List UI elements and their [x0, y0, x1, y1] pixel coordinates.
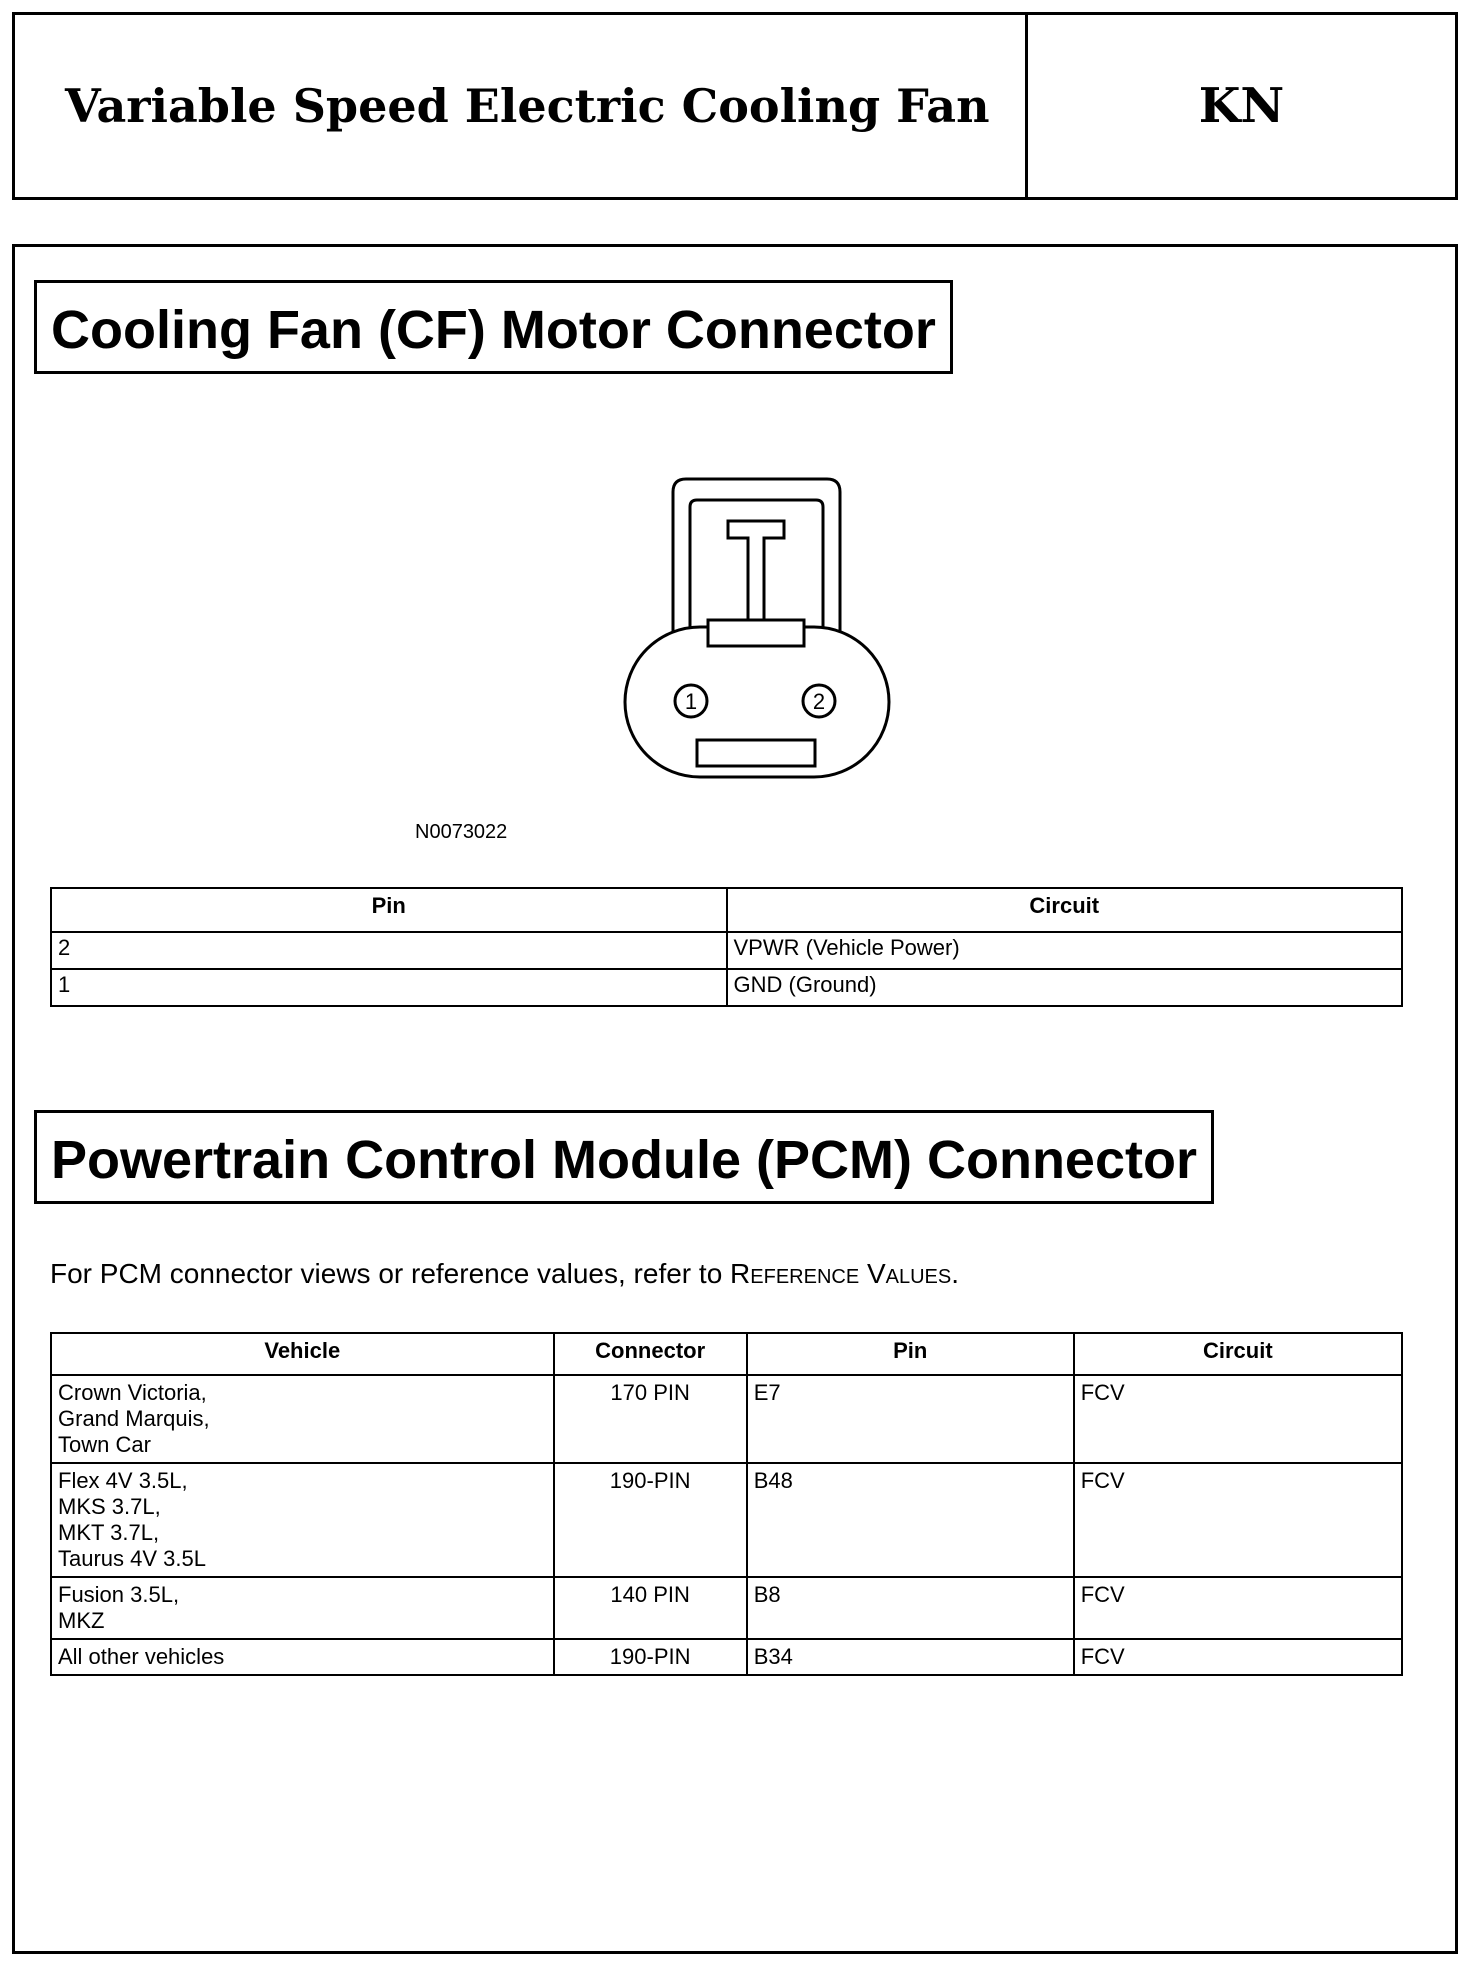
- pin-cell: B8: [747, 1577, 1074, 1639]
- main-content: [12, 244, 1458, 1954]
- table-header-row: [51, 1333, 1402, 1375]
- vehicle-header: Vehicle: [51, 1333, 554, 1375]
- vehicle-line: MKZ: [58, 1608, 105, 1633]
- pin-header: Pin: [51, 888, 727, 932]
- header-box: [12, 12, 1458, 200]
- table-row: [51, 969, 1402, 1006]
- connector-tab-top-overlay: [708, 620, 804, 646]
- vehicle-line: All other vehicles: [58, 1644, 225, 1669]
- circuit-cell: FCV: [1074, 1639, 1402, 1675]
- pin-2-label: 2: [812, 689, 826, 714]
- section-code: KN: [1198, 78, 1285, 134]
- pcm-note-suffix: .: [951, 1258, 959, 1289]
- circuit-cell: GND (Ground): [727, 969, 1403, 1006]
- vehicle-line: Crown Victoria,: [58, 1380, 207, 1405]
- circuit-header: Circuit: [727, 888, 1403, 932]
- pcm-section-title: Powertrain Control Module (PCM) Connector: [34, 1110, 1214, 1204]
- vehicle-cell: [51, 1577, 554, 1639]
- circuit-cell: FCV: [1074, 1577, 1402, 1639]
- connector-cell: 190-PIN: [554, 1463, 747, 1577]
- pin-cell: E7: [747, 1375, 1074, 1463]
- cf-connector-diagram: [595, 472, 915, 822]
- vehicle-line: MKT 3.7L,: [58, 1520, 160, 1545]
- pcm-note-text: For PCM connector views or reference values, refer to: [50, 1258, 731, 1289]
- connector-cell: 190-PIN: [554, 1639, 747, 1675]
- vehicle-line: Town Car: [58, 1432, 151, 1457]
- table-row: [51, 1375, 1402, 1463]
- vehicle-cell: [51, 1463, 554, 1577]
- circuit-cell: VPWR (Vehicle Power): [727, 932, 1403, 969]
- pin-cell: B48: [747, 1463, 1074, 1577]
- vehicle-cell: [51, 1639, 554, 1675]
- vehicle-line: Taurus 4V 3.5L: [58, 1546, 206, 1571]
- connector-cell: 170 PIN: [554, 1375, 747, 1463]
- pin-header: Pin: [747, 1333, 1074, 1375]
- connector-bottom-tab: [697, 740, 815, 766]
- pcm-pin-table: [50, 1332, 1403, 1676]
- vehicle-line: Flex 4V 3.5L,: [58, 1468, 188, 1493]
- table-row: [51, 932, 1402, 969]
- vehicle-line: MKS 3.7L,: [58, 1494, 161, 1519]
- pin-cell: B34: [747, 1639, 1074, 1675]
- page-title: Variable Speed Electric Cooling Fan: [65, 79, 990, 133]
- connector-cell: 140 PIN: [554, 1577, 747, 1639]
- table-row: [51, 1577, 1402, 1639]
- circuit-header: Circuit: [1074, 1333, 1402, 1375]
- pin-1-label: 1: [684, 689, 698, 714]
- reference-values-link[interactable]: Reference Values: [730, 1258, 952, 1289]
- pin-cell: 1: [51, 969, 727, 1006]
- vehicle-line: Grand Marquis,: [58, 1406, 210, 1431]
- connector-header: Connector: [554, 1333, 747, 1375]
- pcm-note: [50, 1258, 959, 1290]
- vehicle-cell: [51, 1375, 554, 1463]
- circuit-cell: FCV: [1074, 1463, 1402, 1577]
- figure-id: N0073022: [415, 821, 508, 843]
- cf-section-title: Cooling Fan (CF) Motor Connector: [34, 280, 953, 374]
- pin-cell: 2: [51, 932, 727, 969]
- connector-t-key: [728, 521, 784, 620]
- table-header-row: [51, 888, 1402, 932]
- vehicle-line: Fusion 3.5L,: [58, 1582, 180, 1607]
- table-row: [51, 1639, 1402, 1675]
- circuit-cell: FCV: [1074, 1375, 1402, 1463]
- table-row: [51, 1463, 1402, 1577]
- cf-pin-table: [50, 887, 1403, 1007]
